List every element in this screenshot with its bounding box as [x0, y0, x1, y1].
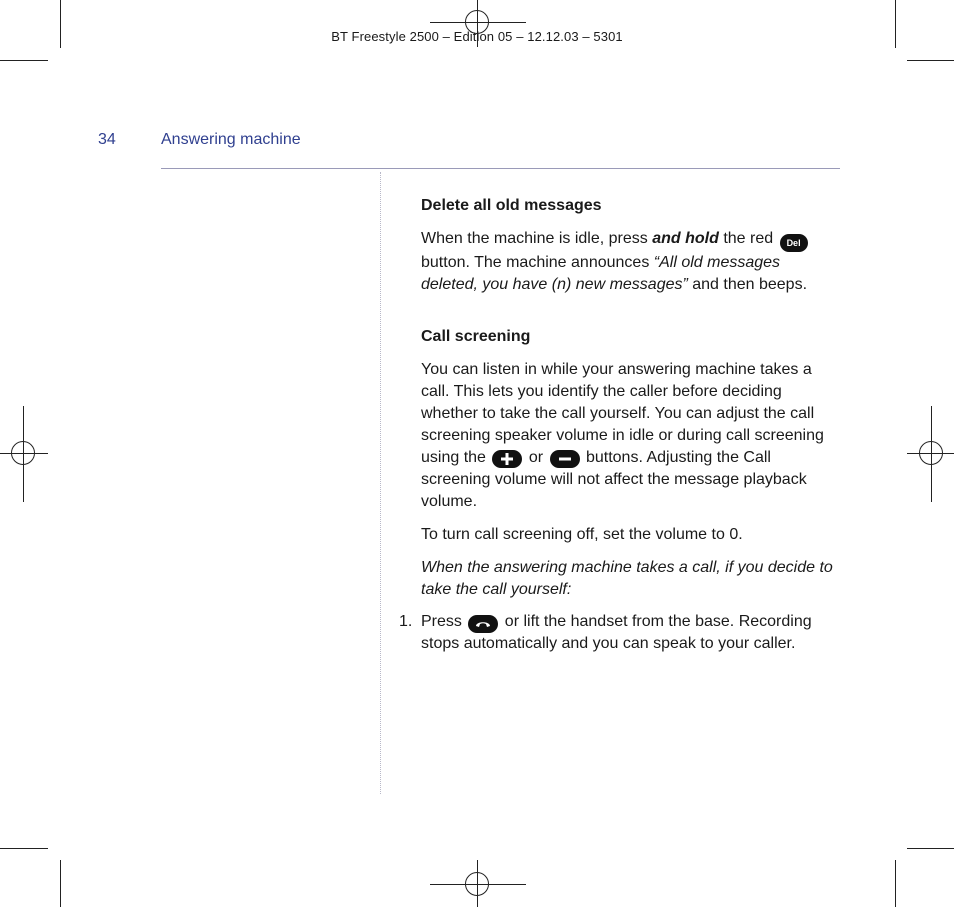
minus-button-icon — [550, 450, 580, 468]
screening-off-paragraph: To turn call screening off, set the volume to 0. — [421, 526, 743, 543]
delete-paragraph: When the machine is idle, press and hold the red Del button. The machine announces “All old messages deleted, you have (n) new messages” and then beeps. — [421, 230, 808, 293]
screening-paragraph: You can listen in while your answering machine takes a call. This lets you identify the caller before deciding whether to take the call yourself. You can adjust the call screening speaker volume in idle or during call screening using the or buttons. Adjusting the Call screening volume will not affect the message playback volume. — [421, 361, 824, 510]
screening-note: When the answering machine takes a call, if you decide to take the call yourself: — [421, 559, 833, 598]
header-rule — [161, 168, 840, 169]
step-1-text: Press or lift the handset from the base. Recording stops automatically and you can speak to your caller. — [421, 613, 812, 652]
step-number: 1. — [399, 613, 413, 630]
section-title: Answering machine — [161, 131, 301, 148]
plus-button-icon — [492, 450, 522, 468]
delete-heading: Delete all old messages — [421, 197, 602, 214]
screening-heading: Call screening — [421, 328, 531, 345]
page-number: 34 — [98, 131, 116, 148]
print-header: BT Freestyle 2500 – Edition 05 – 12.12.03 – 5301 — [331, 29, 623, 44]
del-button-icon: Del — [780, 234, 808, 252]
column-divider — [380, 172, 381, 794]
talk-button-icon — [468, 615, 498, 633]
